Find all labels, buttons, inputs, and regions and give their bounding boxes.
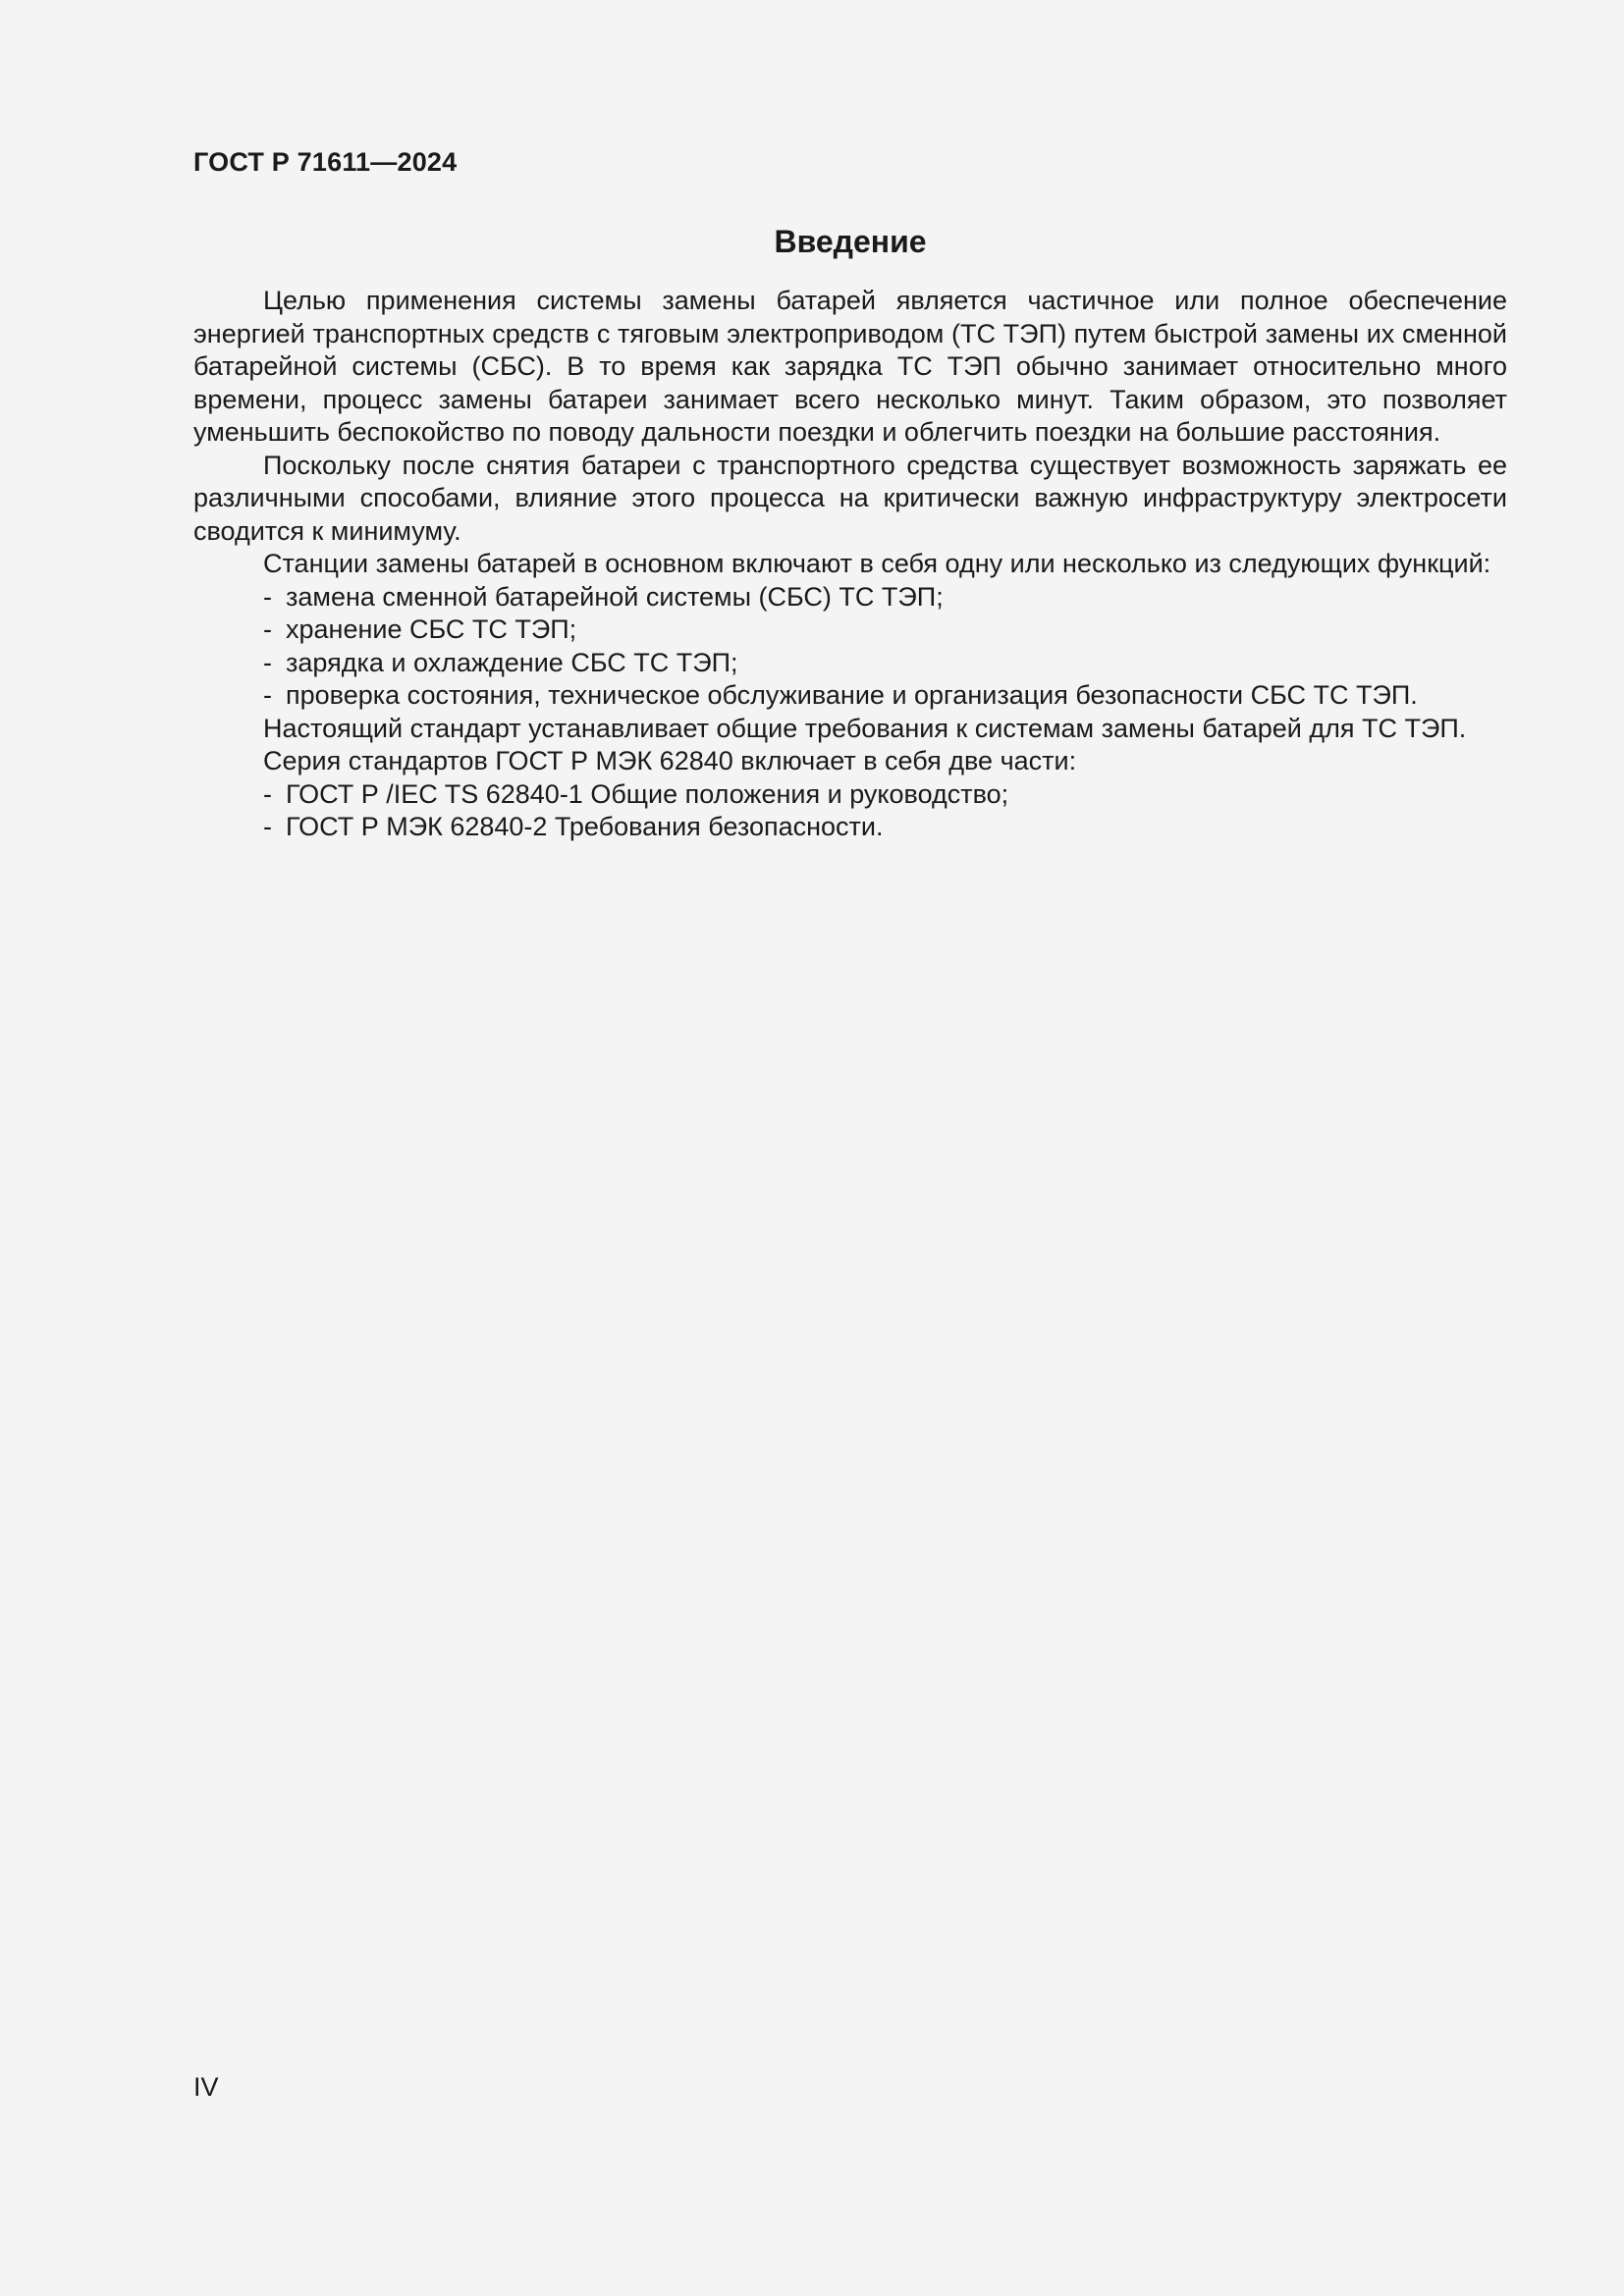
list-marker: - [263,812,272,841]
list-item-text: ГОСТ Р /IEC TS 62840-1 Общие положения и руководство; [286,778,1009,809]
list-marker: - [263,614,272,644]
list-item [193,647,1507,680]
section-body [193,285,1507,844]
list-marker: - [263,581,272,612]
list-item [193,614,1507,647]
paragraph-scope: Настоящий стандарт устанавливает общие требования к системам замены батарей для ТС ТЭП. [263,713,1467,743]
list-marker: - [263,680,272,710]
paragraph-functions-intro: Станции замены батарей в основном включают в себя одну или несколько из следующих функций: [263,549,1491,578]
list-item [193,581,1507,614]
list-item-text: ГОСТ Р МЭК 62840-2 Требования безопасности. [286,812,884,841]
section-title: Введение [774,224,927,259]
list-item-text: зарядка и охлаждение СБС ТС ТЭП; [286,647,738,677]
list-item-text: проверка состояния, техническое обслуживание и организация безопасности СБС ТС ТЭП. [286,680,1418,710]
list-item [193,778,1507,812]
list-item [193,811,1507,844]
list-item [193,679,1507,713]
list-item-text: замена сменной батарейной системы (СБС) ТС ТЭП; [286,581,944,612]
paragraph-purpose: Целью применения системы замены батарей является частичное или полное обеспечение энергией транспортных средств с тяговым электроприводом (ТС ТЭП) путем быстрой замены их сменной батарейной системы (СБС). В то время как зарядка ТС ТЭП обычно занимает относительно много времени, процесс замены батареи занимает всего несколько минут. Таким образом, это позволяет уменьшить беспокойство по поводу дальности поездки и облегчить поездки на большие расстояния. [193,286,1507,447]
list-item-text: хранение СБС ТС ТЭП; [286,614,577,644]
list-marker: - [263,647,272,677]
page-number: IV [193,2072,219,2102]
paragraph-grid-impact: Поскольку после снятия батареи с транспортного средства существует возможность заряжать ее различными способами, влияние этого процесса на критически важную инфраструктуру электросети сводится к минимуму. [193,450,1507,546]
document-code: ГОСТ Р 71611—2024 [193,147,458,177]
list-marker: - [263,778,272,809]
paragraph-series: Серия стандартов ГОСТ Р МЭК 62840 включает в себя две части: [263,746,1077,775]
